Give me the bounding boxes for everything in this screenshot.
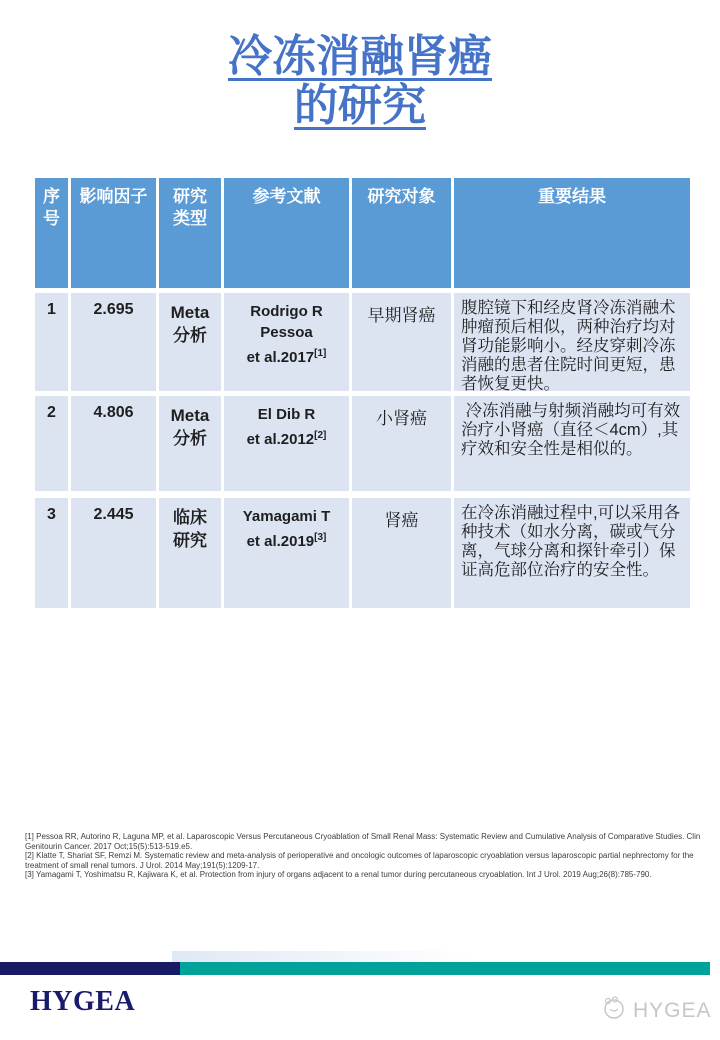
header-cell-impact-factor: 影响因子 [71,178,159,288]
page-title [0,32,720,130]
header-cell-reference: 参考文献 [224,178,352,288]
cell-study-type: 临床 研究 [159,498,224,608]
cell-key-result: 冷冻消融与射频消融均可有效治疗小肾癌（直径＜4cm）,其疗效和安全性是相似的。 [454,396,690,491]
cell-reference: El Dib R et al.2012[2] [224,396,352,491]
footnote-2: [2] Klatte T, Shariat SF, Remzi M. Systematic review and meta-analysis of perioperative and oncologic outcomes of laparoscopic cryoablation versus laparoscopic partial nephrectomy for the treatment of small renal tumors. J Urol. 2014 May;191(5):1209-17. [25,851,694,870]
cell-subject: 小肾癌 [352,396,454,491]
table-row [35,293,690,391]
header-cell-study-type: 研究类型 [159,178,224,288]
cell-reference: Rodrigo R Pessoa et al.2017[1] [224,293,352,391]
cell-reference: Yamagami T et al.2019[3] [224,498,352,608]
page-title-line2: 的研究 [294,81,426,130]
footer-bar-teal [180,962,710,975]
cell-study-type: Meta 分析 [159,396,224,491]
cell-subject: 早期肾癌 [352,293,454,391]
cell-number: 3 [35,498,71,608]
cell-key-result: 在冷冻消融过程中,可以采用各种技术（如水分离，碳或气分离，气球分离和探针牵引）保证高危部位治疗的安全性。 [454,498,690,608]
footer-bar-navy [0,962,180,975]
reference-superscript: [3] [314,532,327,543]
reference-superscript: [2] [314,430,327,441]
footnote-references [25,832,703,880]
header-cell-number: 序号 [35,178,71,288]
cell-impact-factor: 2.695 [71,293,159,391]
table-row [35,498,690,608]
cell-key-result: 腹腔镜下和经皮肾冷冻消融术肿瘤预后相似，两种治疗均对肾功能影响小。经皮穿刺冷冻消融的患者住院时间更短，患者恢复更快。 [454,293,690,391]
cell-impact-factor: 2.445 [71,498,159,608]
cell-number: 1 [35,293,71,391]
header-cell-subject: 研究对象 [352,178,454,288]
cell-impact-factor: 4.806 [71,396,159,491]
footnote-1: [1] Pessoa RR, Autorino R, Laguna MP, et al. Laparoscopic Versus Percutaneous Cryoablation of Small Renal Mass: Systematic Review and Cumulative Analysis of Comparative Studies. Clin Genitourin Cancer. 2017 Oct;15(5):513-519.e5. [25,832,701,851]
table-header-row [35,178,690,288]
brand-logo-text: HYGEA [30,986,136,1017]
footer-accent-gradient [172,951,472,962]
cell-study-type: Meta 分析 [159,293,224,391]
table-row [35,396,690,491]
page-title-line1: 冷冻消融肾癌 [228,32,492,81]
header-cell-key-result: 重要结果 [454,178,690,288]
hygea-logo-icon [601,995,627,1026]
footnote-3: [3] Yamagami T, Yoshimatsu R, Kajiwara K, et al. Protection from injury of organs adjacent to a renal tumor during percutaneous cryoablation. Int J Urol. 2019 Aug;26(8):785-790. [25,870,652,880]
cell-number: 2 [35,396,71,491]
watermark-text: HYGEA [633,998,712,1022]
studies-table [35,178,690,608]
reference-superscript: [1] [314,348,327,359]
cell-subject: 肾癌 [352,498,454,608]
hygea-watermark [601,995,712,1026]
